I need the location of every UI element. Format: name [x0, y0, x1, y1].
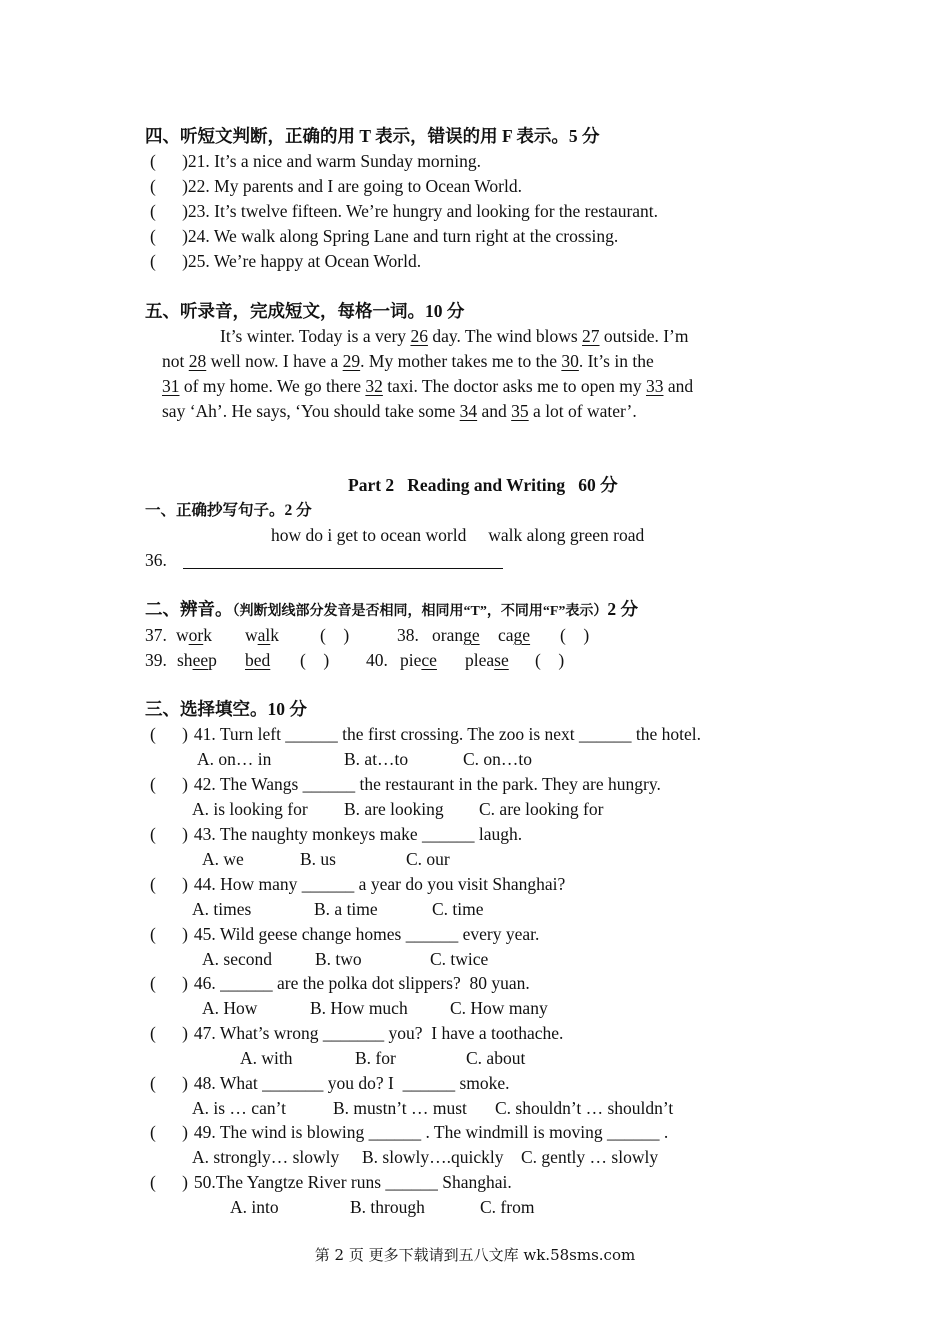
- option-c[interactable]: C. our: [406, 849, 450, 869]
- mc-question-45: ( ) 45. Wild geese change homes ______ every year.: [150, 924, 540, 944]
- answer-paren[interactable]: ( ): [150, 226, 188, 246]
- option-c[interactable]: C. twice: [430, 949, 489, 969]
- cloze-line-3: 31 of my home. We go there 32 taxi. The doctor asks me to open my 33 and: [162, 376, 694, 396]
- option-c[interactable]: C. time: [432, 899, 484, 919]
- mc-question-44: ( ) 44. How many ______ a year do you visit Shanghai?: [150, 874, 566, 894]
- option-b[interactable]: B. a time: [314, 899, 378, 919]
- q39-word2: bed: [245, 650, 271, 670]
- section-a-heading: 一、正确抄写句子。2 分: [145, 502, 312, 519]
- answer-paren[interactable]: ( ): [150, 724, 188, 744]
- q39-number: 39.: [145, 650, 167, 670]
- mc-question-47: ( ) 47. What’s wrong _______ you? I have a toothache.: [150, 1023, 564, 1043]
- blank-31[interactable]: 31: [162, 376, 180, 396]
- option-a[interactable]: A. is looking for: [192, 799, 308, 819]
- option-a[interactable]: A. into: [230, 1197, 279, 1217]
- option-c[interactable]: C. on…to: [463, 749, 533, 769]
- option-b[interactable]: B. mustn’t … must: [333, 1098, 467, 1118]
- option-c[interactable]: C. from: [480, 1197, 535, 1217]
- blank-29[interactable]: 29: [342, 351, 361, 371]
- mc-question-46: ( ) 46. ______ are the polka dot slippers? 80 yuan.: [150, 973, 530, 993]
- option-b[interactable]: B. through: [350, 1197, 425, 1217]
- part2-title: Part 2 Reading and Writing 60 分: [348, 475, 618, 495]
- q38-answer[interactable]: ( ): [560, 625, 590, 645]
- q38-word1: orange: [432, 625, 480, 645]
- q39-answer[interactable]: ( ): [300, 650, 330, 670]
- mc-question-41: ( ) 41. Turn left ______ the first crossing. The zoo is next ______ the hotel.: [150, 724, 702, 744]
- answer-paren[interactable]: ( ): [150, 1172, 188, 1192]
- blank-28[interactable]: 28: [188, 351, 207, 371]
- option-c[interactable]: C. are looking for: [479, 799, 604, 819]
- mc-question-49: ( ) 49. The wind is blowing ______ . The windmill is moving ______ .: [150, 1122, 669, 1142]
- answer-paren[interactable]: ( ): [150, 774, 188, 794]
- q37-word1: work: [176, 625, 212, 645]
- blank-33[interactable]: 33: [645, 376, 664, 396]
- answer-paren[interactable]: ( ): [150, 924, 188, 944]
- option-c[interactable]: C. about: [466, 1048, 526, 1068]
- option-c[interactable]: C. How many: [450, 998, 548, 1018]
- answer-paren[interactable]: ( ): [150, 251, 188, 271]
- q39-word1: sheep: [177, 650, 217, 670]
- answer-paren[interactable]: ( ): [150, 1023, 188, 1043]
- answer-paren[interactable]: ( ): [150, 874, 188, 894]
- copy-sentence: how do i get to ocean world walk along green road: [271, 525, 645, 545]
- q40-answer[interactable]: ( ): [535, 650, 565, 670]
- q37-number: 37.: [145, 625, 167, 645]
- answer-paren[interactable]: ( ): [150, 176, 188, 196]
- option-a[interactable]: A. second: [202, 949, 272, 969]
- answer-paren[interactable]: ( ): [150, 1073, 188, 1093]
- option-c[interactable]: C. gently … slowly: [521, 1147, 659, 1167]
- answer-paren[interactable]: ( ): [150, 824, 188, 844]
- tf-item-23: ( )23. It’s twelve fifteen. We’re hungry and looking for the restaurant.: [150, 201, 659, 221]
- option-a[interactable]: A. How: [202, 998, 258, 1018]
- blank-30[interactable]: 30: [561, 351, 579, 371]
- option-a[interactable]: A. strongly… slowly: [192, 1147, 340, 1167]
- answer-paren[interactable]: ( ): [150, 151, 188, 171]
- blank-35[interactable]: 35: [511, 401, 529, 421]
- section4-heading: 四、听短文判断，正确的用 T 表示，错误的用 F 表示。5 分: [145, 126, 600, 146]
- blank-32[interactable]: 32: [365, 376, 383, 396]
- cloze-line-4: say ‘Ah’. He says, ‘You should take some 34 and 35 a lot of water’.: [162, 401, 637, 421]
- tf-item-24: ( )24. We walk along Spring Lane and turn right at the crossing.: [150, 226, 619, 246]
- tf-item-22: ( )22. My parents and I are going to Ocean World.: [150, 176, 522, 196]
- cloze-line-2: not 28 well now. I have a 29. My mother takes me to the 30. It’s in the: [162, 351, 654, 371]
- section-c-heading: 三、选择填空。10 分: [145, 699, 307, 719]
- q37-answer[interactable]: ( ): [320, 625, 350, 645]
- q38-word2: cage: [498, 625, 531, 645]
- option-b[interactable]: B. slowly….quickly: [362, 1147, 504, 1167]
- option-b[interactable]: B. are looking: [344, 799, 444, 819]
- q40-number: 40.: [366, 650, 388, 670]
- page-footer: 第 2 页 更多下载请到五八文库 wk.58sms.com: [314, 1246, 636, 1264]
- q38-number: 38.: [397, 625, 419, 645]
- option-c[interactable]: C. shouldn’t … shouldn’t: [495, 1098, 674, 1118]
- option-b[interactable]: B. at…to: [344, 749, 409, 769]
- option-b[interactable]: B. How much: [310, 998, 408, 1018]
- mc-question-48: ( ) 48. What _______ you do? I ______ smoke.: [150, 1073, 510, 1093]
- blank-26[interactable]: 26: [410, 326, 428, 346]
- tf-item-21: ( )21. It’s a nice and warm Sunday morning.: [150, 151, 481, 171]
- option-a[interactable]: A. we: [202, 849, 244, 869]
- option-b[interactable]: B. for: [355, 1048, 396, 1068]
- option-a[interactable]: A. is … can’t: [192, 1098, 286, 1118]
- option-a[interactable]: A. times: [192, 899, 252, 919]
- section5-heading: 五、听录音，完成短文，每格一词。10 分: [145, 301, 465, 321]
- answer-paren[interactable]: ( ): [150, 201, 188, 221]
- answer-paren[interactable]: ( ): [150, 973, 188, 993]
- cloze-line-1: It’s winter. Today is a very 26 day. The wind blows 27 outside. I’m: [220, 326, 689, 346]
- blank-27[interactable]: 27: [582, 326, 600, 346]
- q40-word2: please: [465, 650, 509, 670]
- option-a[interactable]: A. with: [240, 1048, 293, 1068]
- q37-word2: walk: [245, 625, 280, 645]
- question-36-number: 36.: [145, 550, 167, 570]
- tf-item-25: ( )25. We’re happy at Ocean World.: [150, 251, 422, 271]
- answer-line-36[interactable]: [183, 568, 503, 569]
- q40-word1: piece: [400, 650, 437, 670]
- option-b[interactable]: B. us: [300, 849, 336, 869]
- mc-question-50: ( ) 50.The Yangtze River runs ______ Shanghai.: [150, 1172, 512, 1192]
- blank-34[interactable]: 34: [459, 401, 478, 421]
- section-b-heading: 二、辨音。（判断划线部分发音是否相同，相同用“T”，不同用“F”表示）2 分: [145, 599, 639, 619]
- option-b[interactable]: B. two: [315, 949, 362, 969]
- answer-paren[interactable]: ( ): [150, 1122, 188, 1142]
- mc-question-42: ( ) 42. The Wangs ______ the restaurant in the park. They are hungry.: [150, 774, 661, 794]
- mc-question-43: ( ) 43. The naughty monkeys make ______ laugh.: [150, 824, 523, 844]
- option-a[interactable]: A. on… in: [197, 749, 272, 769]
